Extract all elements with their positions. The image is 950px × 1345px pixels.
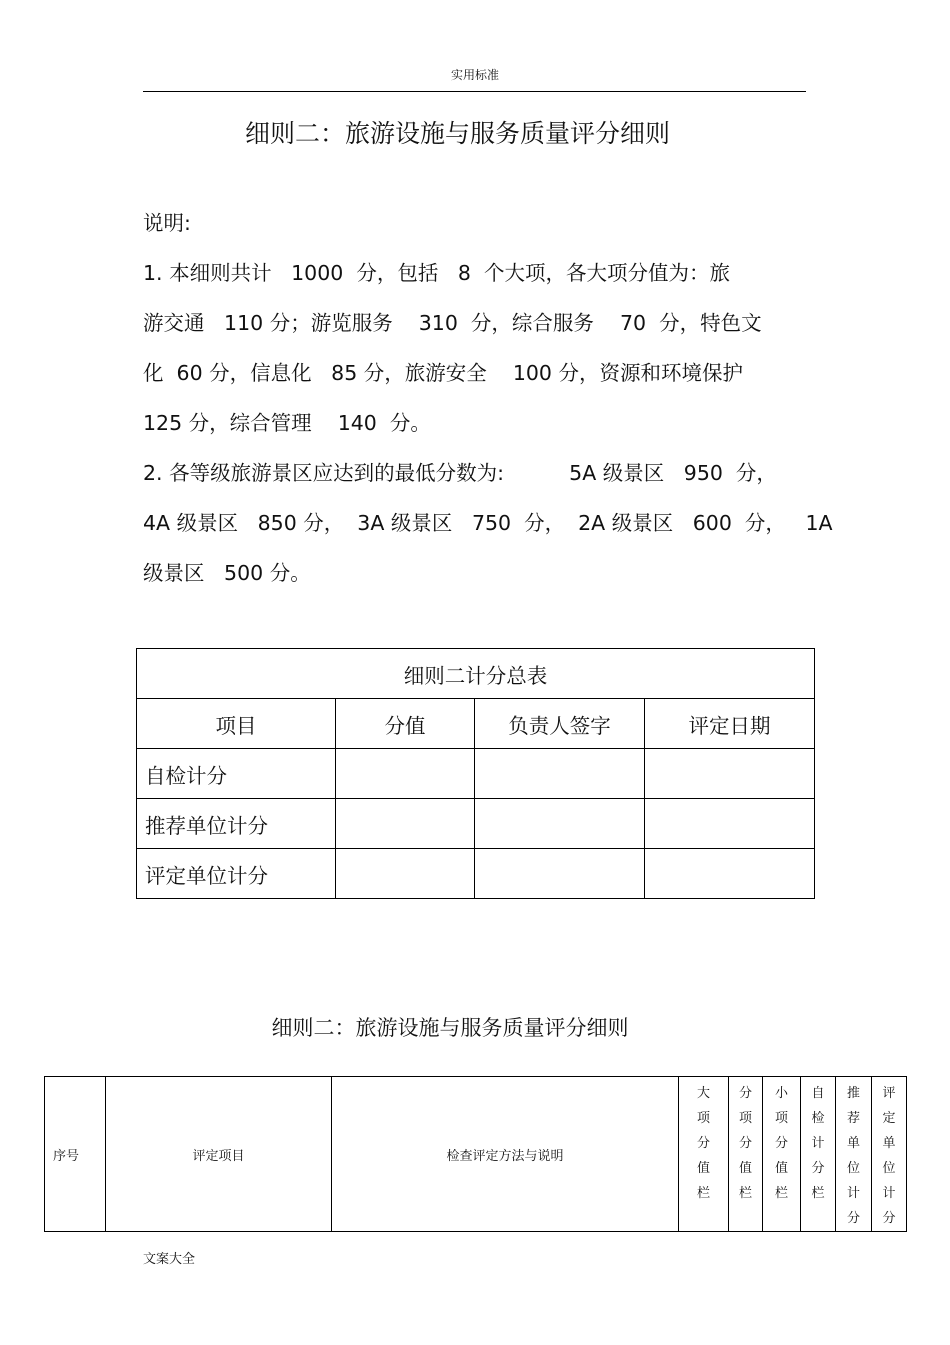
- header-item: 评定项目: [106, 1077, 332, 1232]
- row-label: 评定单位计分: [137, 849, 336, 899]
- header-minor-score: 小项分值栏: [775, 1086, 789, 1201]
- header-method: 检查评定方法与说明: [332, 1077, 679, 1232]
- header-major-score: 大项分值栏: [697, 1086, 711, 1201]
- paragraph-line: 化 60 分，信息化 85 分，旅游安全 100 分，资源和环境保护: [143, 361, 743, 385]
- summary-table: [136, 648, 815, 899]
- summary-header-signature: 负责人签字: [475, 699, 645, 749]
- row-label: 推荐单位计分: [137, 799, 336, 849]
- header-seq: 序号: [45, 1077, 106, 1232]
- paragraph-line: 1. 本细则共计 1000 分，包括 8 个大项，各大项分值为：旅: [143, 261, 730, 285]
- signature-cell: [475, 849, 645, 899]
- date-cell: [645, 799, 815, 849]
- paragraph-line: 4A 级景区 850 分， 3A 级景区 750 分， 2A 级景区 600 分， 1A: [143, 511, 833, 535]
- note-paragraph: [143, 248, 833, 598]
- header-rule: [143, 91, 806, 92]
- summary-table-caption: 细则二计分总表: [137, 649, 815, 699]
- summary-header-score: 分值: [336, 699, 475, 749]
- row-label: 自检计分: [137, 749, 336, 799]
- paragraph-line: 游交通 110 分；游览服务 310 分，综合服务 70 分，特色文: [143, 311, 762, 335]
- paragraph-line: 2. 各等级旅游景区应达到的最低分数为: 5A 级景区 950 分，: [143, 461, 777, 485]
- summary-header-item: 项目: [137, 699, 336, 749]
- header-sub-score: 分项分值栏: [739, 1086, 753, 1201]
- date-cell: [645, 849, 815, 899]
- date-cell: [645, 749, 815, 799]
- signature-cell: [475, 799, 645, 849]
- document-title: 细则二：旅游设施与服务质量评分细则: [244, 119, 670, 148]
- paragraph-line: 级景区 500 分。: [143, 561, 311, 585]
- detail-table: [44, 1076, 907, 1232]
- page-header: 实用标准: [450, 68, 499, 82]
- signature-cell: [475, 749, 645, 799]
- note-label: 说明:: [143, 211, 191, 235]
- page-footer: 文案大全: [143, 1252, 196, 1267]
- section-title: 细则二：旅游设施与服务质量评分细则: [271, 1016, 629, 1040]
- summary-header-date: 评定日期: [645, 699, 815, 749]
- header-evaluate: 评定单位计分: [882, 1086, 896, 1226]
- table-row: [137, 799, 815, 849]
- score-cell: [336, 849, 475, 899]
- paragraph-line: 125 分，综合管理 140 分。: [143, 411, 431, 435]
- table-row: [137, 849, 815, 899]
- score-cell: [336, 799, 475, 849]
- header-self-check: 自检计分栏: [811, 1086, 825, 1201]
- header-recommend: 推荐单位计分: [847, 1086, 861, 1226]
- table-row: [137, 749, 815, 799]
- score-cell: [336, 749, 475, 799]
- detail-header-row: [45, 1077, 907, 1232]
